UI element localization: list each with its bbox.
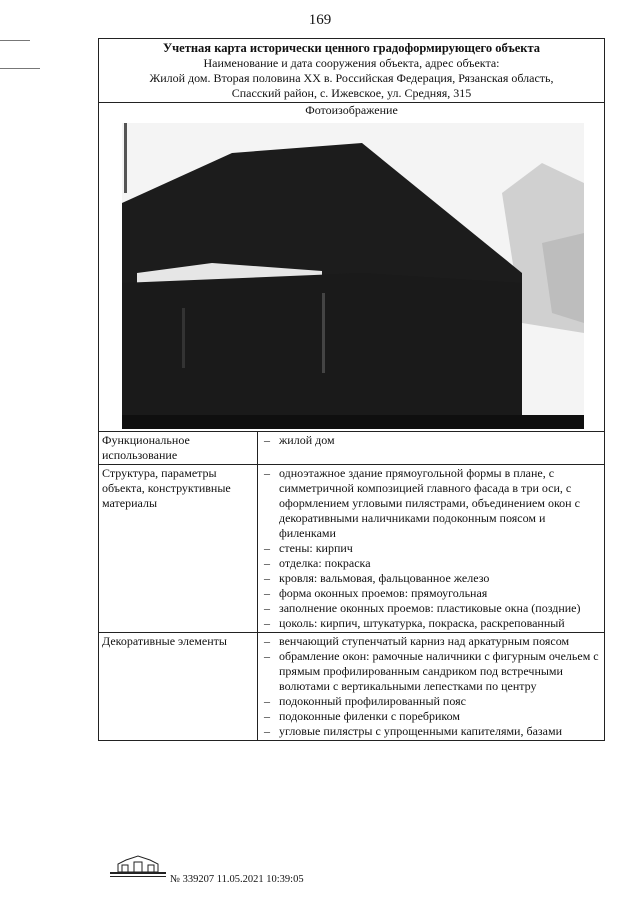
row-label: Функциональное использование <box>99 432 258 465</box>
card-header <box>99 39 604 103</box>
list-item: – венчающий ступенчатый карниз над аркатурным поясом <box>279 634 601 649</box>
document-id: № 339207 11.05.2021 10:39:05 <box>170 874 304 885</box>
table-row <box>99 432 604 465</box>
scan-mark <box>0 68 40 69</box>
object-description-line2: Спасский район, с. Ижевское, ул. Средняя, 315 <box>231 86 472 100</box>
list-item: – кровля: вальмовая, фальцованное железо <box>279 571 601 586</box>
list-item: – заполнение оконных проемов: пластиковые окна (поздние) <box>279 601 601 616</box>
photo-label: Фотоизображение <box>305 103 398 117</box>
card-title: Учетная карта исторически ценного градоформирующего объекта <box>162 41 541 55</box>
coat-of-arms-stamp-icon <box>108 854 168 880</box>
properties-table <box>99 432 604 740</box>
list-item: – подоконный профилированный пояс <box>279 694 601 709</box>
list-item: – обрамление окон: рамочные наличники с фигурным очельем с прямым профилированным сандриком под встречными волютами с вертикальными лепестками по центру <box>279 649 601 694</box>
building-photo <box>122 123 584 429</box>
list-item: – цоколь: кирпич, штукатурка, покраска, раскрепованный <box>279 616 601 631</box>
row-values <box>258 633 605 741</box>
list-item: – угловые пилястры с упрощенными капителями, базами <box>279 724 601 739</box>
footer <box>108 854 368 894</box>
list-item: – стены: кирпич <box>279 541 601 556</box>
list-item: – форма оконных проемов: прямоугольная <box>279 586 601 601</box>
list-item: – подоконные филенки с поребриком <box>279 709 601 724</box>
record-card <box>98 38 605 741</box>
row-values <box>258 465 605 633</box>
list-item: – жилой дом <box>279 433 601 448</box>
row-label: Структура, параметры объекта, конструктивные материалы <box>99 465 258 633</box>
table-row <box>99 633 604 741</box>
scan-mark <box>0 40 30 41</box>
table-row <box>99 465 604 633</box>
photo-section <box>99 103 604 432</box>
row-label: Декоративные элементы <box>99 633 258 741</box>
object-description-line1: Жилой дом. Вторая половина XX в. Российская Федерация, Рязанская область, <box>149 71 554 85</box>
list-item: – отделка: покраска <box>279 556 601 571</box>
list-item: – одноэтажное здание прямоугольной формы в плане, с симметричной композицией главного фасада в три оси, с оформлением угловыми пилястрами, объединением окон с декоративными наличниками подоконным поясом и филенками <box>279 466 601 541</box>
row-values <box>258 432 605 465</box>
page-number: 169 <box>308 12 332 28</box>
card-subtitle: Наименование и дата сооружения объекта, адрес объекта: <box>203 56 500 70</box>
